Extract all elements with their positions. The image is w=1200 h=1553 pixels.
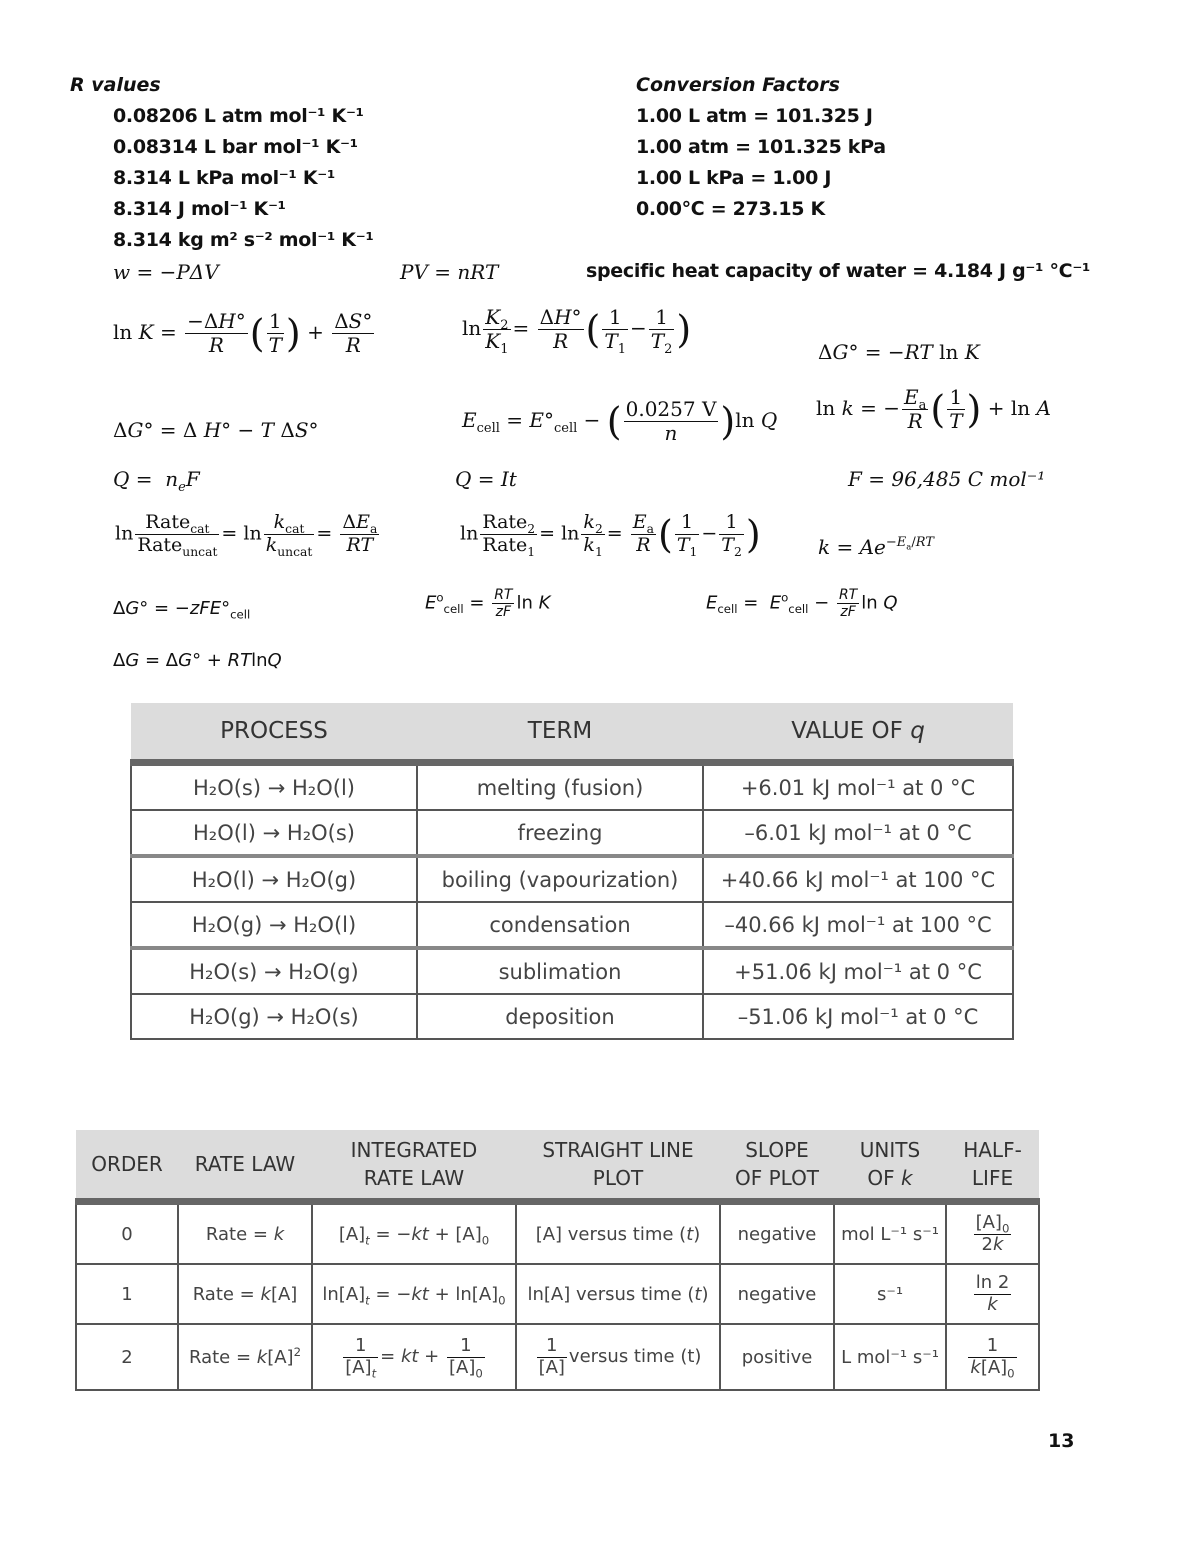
rate-law-cell: Rate = k[A] [178,1264,312,1324]
arrhenius-log: ln k = − $\frac{E_a}{R}$ ( $\frac{1}{T}$ ) + ln A [816,385,1051,433]
units-cell: mol L⁻¹ s⁻¹ [834,1202,946,1265]
plot-cell: [A] versus time (t) [516,1202,720,1265]
r-value-3: 8.314 L kPa mol⁻¹ K⁻¹ [113,167,336,189]
plot-cell: $\frac{1}{[A]}$ versus time (t) [516,1324,720,1390]
header-units-k: UNITS OF k [834,1130,946,1202]
gibbs-enthalpy-entropy: ΔG° = Δ H° − T ΔS° [113,418,319,442]
kinetics-table [75,1130,1040,1391]
term-cell: freezing [417,810,703,856]
order-cell: 2 [76,1324,178,1390]
value-cell: +51.06 kJ mol⁻¹ at 0 °C [703,948,1013,994]
table-row [131,810,1013,856]
faraday-constant: F = 96,485 C mol⁻¹ [848,467,1046,491]
r-value-5: 8.314 kg m² s⁻² mol⁻¹ K⁻¹ [113,229,374,251]
table-row [76,1324,1039,1390]
conversion-2: 1.00 atm = 101.325 kPa [636,136,886,158]
plot-cell: ln[A] versus time (t) [516,1264,720,1324]
header-straight-line-plot: STRAIGHT LINE PLOT [516,1130,720,1202]
r-value-1: 0.08206 L atm mol⁻¹ K⁻¹ [113,105,364,127]
value-cell: +40.66 kJ mol⁻¹ at 100 °C [703,856,1013,902]
conversion-3: 1.00 L kPa = 1.00 J [636,167,832,189]
order-cell: 0 [76,1202,178,1265]
process-cell: H₂O(l) → H₂O(s) [131,810,417,856]
slope-cell: negative [720,1202,834,1265]
header-integrated-rate-law: INTEGRATED RATE LAW [312,1130,516,1202]
order-cell: 1 [76,1264,178,1324]
term-cell: condensation [417,902,703,948]
table-row [131,856,1013,902]
gibbs-equilibrium: ΔG° = −RT ln K [818,340,980,364]
charge-current: Q = It [455,467,517,491]
rate-law-cell: Rate = k [178,1202,312,1265]
standard-cell-potential: $E^o_{cell}$ = $\frac{RT}{zF}$ ln K [425,587,551,621]
header-process: PROCESS [131,703,417,763]
process-cell: H₂O(g) → H₂O(s) [131,994,417,1039]
gibbs-cell-potential: $\Delta G^\circ = -zFE^\circ_{cell}$ [113,598,251,622]
arrhenius-exponential: $k = Ae^{-E_a/RT}$ [818,535,934,559]
term-cell: boiling (vapourization) [417,856,703,902]
table-row [131,763,1013,811]
integrated-rate-law-cell: $\frac{1}{[A]_t}$ = kt + $\frac{1}{[A]_0}$ [312,1324,516,1390]
header-slope: SLOPE OF PLOT [720,1130,834,1202]
r-values-heading: R values [70,74,161,96]
cell-potential-nernst: $E_{cell} = E^o_{cell}$ − $\frac{RT}{zF}$ ln Q [706,587,898,621]
half-life-cell: $\frac{1}{k[A]_0}$ [946,1324,1039,1390]
conversion-1: 1.00 L atm = 101.325 J [636,105,873,127]
gibbs-reaction-quotient: ΔG = ΔG° + RTlnQ [113,650,282,671]
table-row [76,1264,1039,1324]
units-cell: L mol⁻¹ s⁻¹ [834,1324,946,1390]
r-value-2: 0.08314 L bar mol⁻¹ K⁻¹ [113,136,358,158]
half-life-cell: $\frac{\ln 2}{k}$ [946,1264,1039,1324]
catalyst-rate-equation: ln $\frac{Rate_{cat}}{Rate_{uncat}}$ = ln $\frac{k_{cat}}{k_{uncat}}$ = $\frac{\Delta E_a}{RT}$ [115,511,378,559]
vant-hoff-equation: ln K = $\frac{-\Delta H^\circ}{R}$ ( $\frac{1}{T}$ ) + $\frac{\Delta S^\circ}{R}$ [113,309,373,357]
nernst-equation: $E_{cell} = E^\circ_{cell}$ − ( $\frac{0.0257 V}{n}$ )ln Q [462,397,778,445]
header-rate-law: RATE LAW [178,1130,312,1202]
arrhenius-two-point: ln $\frac{Rate_2}{Rate_1}$ = ln $\frac{k_2}{k_1}$ = $\frac{E_a}{R}$ ( $\frac{1}{T_1}$ − $\frac{1}{T_2}$ ) [460,511,761,559]
term-cell: deposition [417,994,703,1039]
header-term: TERM [417,703,703,763]
term-cell: melting (fusion) [417,763,703,811]
specific-heat: specific heat capacity of water = 4.184 J g⁻¹ °C⁻¹ [586,260,1091,282]
half-life-cell: $\frac{[A]_0}{2k}$ [946,1202,1039,1265]
table-row [131,902,1013,948]
process-cell: H₂O(s) → H₂O(l) [131,763,417,811]
phase-change-table [130,703,1014,1040]
value-cell: +6.01 kJ mol⁻¹ at 0 °C [703,763,1013,811]
work-equation: w = −PΔV [113,260,219,284]
value-cell: –40.66 kJ mol⁻¹ at 100 °C [703,902,1013,948]
conversion-heading: Conversion Factors [636,74,840,96]
conversion-4: 0.00℃ = 273.15 K [636,198,825,220]
page-number: 13 [1048,1430,1075,1452]
process-cell: H₂O(g) → H₂O(l) [131,902,417,948]
value-cell: –6.01 kJ mol⁻¹ at 0 °C [703,810,1013,856]
header-value-q: VALUE OF q [703,703,1013,763]
table-row [131,994,1013,1039]
value-cell: –51.06 kJ mol⁻¹ at 0 °C [703,994,1013,1039]
term-cell: sublimation [417,948,703,994]
slope-cell: negative [720,1264,834,1324]
table-row [131,948,1013,994]
units-cell: s⁻¹ [834,1264,946,1324]
header-order: ORDER [76,1130,178,1202]
integrated-rate-law-cell: $[A]_t = -kt + [A]_0$ [312,1202,516,1265]
rate-law-cell: Rate = $k[A]^2$ [178,1324,312,1390]
process-cell: H₂O(s) → H₂O(g) [131,948,417,994]
r-value-4: 8.314 J mol⁻¹ K⁻¹ [113,198,286,220]
integrated-rate-law-cell: $\ln[A]_t = -kt + \ln[A]_0$ [312,1264,516,1324]
slope-cell: positive [720,1324,834,1390]
charge-faraday: $Q = n_eF$ [113,467,200,495]
ideal-gas-equation: PV = nRT [400,260,499,284]
header-half-life: HALF- LIFE [946,1130,1039,1202]
process-cell: H₂O(l) → H₂O(g) [131,856,417,902]
table-row [76,1202,1039,1265]
vant-hoff-two-point: ln $\frac{K_2}{K_1}$ = $\frac{\Delta H^\circ}{R}$ ( $\frac{1}{T_1}$ − $\frac{1}{T_2}$ ) [462,305,692,357]
